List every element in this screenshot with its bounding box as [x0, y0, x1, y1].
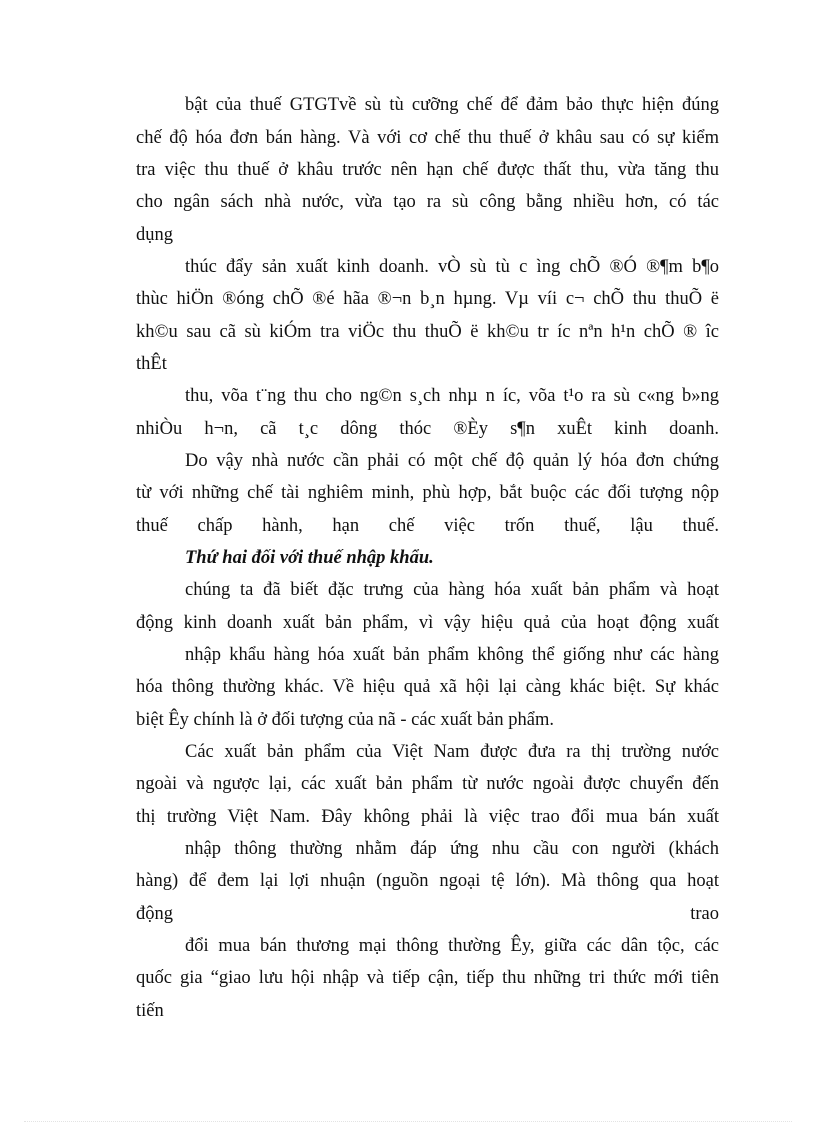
text-line: nhập khẩu hàng hóa xuất bản phẩm không thể giống như các hàng — [185, 645, 719, 665]
text-line: dụng — [136, 224, 173, 245]
page-bottom-rule — [24, 1121, 792, 1122]
text-line: thu, võa t¨ng thu cho ng©n s¸ch nhµ n íc, võa t¹o ra sù c«ng b»ng — [185, 386, 719, 406]
text-line: tiến — [136, 1000, 164, 1021]
text-line: Các xuất bản phẩm của Việt Nam được đưa ra thị trường nước — [185, 742, 719, 762]
text-line: tra việc thu thuế ở khâu trước nên hạn chế được thất thu, vừa tăng thu — [136, 160, 719, 180]
text-line: đổi mua bán thương mại thông thường Êy, giữa các dân tộc, các — [185, 936, 719, 956]
text-line: động kinh doanh xuất bản phẩm, vì vậy hiệu quả của hoạt động xuất — [136, 612, 719, 633]
text-line: thùc hiÖn ®óng chÕ ®é hãa ®¬n b¸n hµng. Vµ víi c¬ chÕ thu thuÕ ë — [136, 289, 719, 309]
text-line: từ với những chế tài nghiêm minh, phù hợp, bắt buộc các đối tượng nộp — [136, 483, 719, 503]
text-line: thị trường Việt Nam. Đây không phải là việc trao đổi mua bán xuất — [136, 806, 719, 827]
text-line: cho ngân sách nhà nước, vừa tạo ra sù công bằng nhiều hơn, có tác — [136, 192, 719, 212]
text-line: thÊt — [136, 354, 167, 374]
text-line: bật của thuế GTGTvề sù tù cưỡng chế để đảm bảo thực hiện đúng — [185, 95, 719, 115]
text-line: ngoài và ngược lại, các xuất bản phẩm từ nước ngoài được chuyển đến — [136, 774, 719, 794]
text-line: hóa thông thường khác. Về hiệu quả xã hội lại càng khác biệt. Sự khác — [136, 677, 719, 697]
text-line: hàng) để đem lại lợi nhuận (nguồn ngoại tệ lớn). Mà thông qua hoạt — [136, 871, 719, 891]
text-line: quốc gia “giao lưu hội nhập và tiếp cận, tiếp thu những tri thức mới tiên — [136, 968, 719, 988]
text-line: nhập thông thường nhằm đáp ứng nhu cầu con người (khách — [185, 839, 719, 859]
text-line: biệt Êy chính là ở đối tượng của nã - các xuất bản phẩm. — [136, 709, 554, 730]
section-heading: Thứ hai đối với thuế nhập khẩu. — [185, 548, 434, 568]
text-line: thuế chấp hành, hạn chế việc trốn thuế, lậu thuế. — [136, 515, 719, 536]
text-line: thúc đẩy sản xuất kinh doanh. vÒ sù tù c ìng chÕ ®Ó ®¶m b¶o — [185, 257, 719, 277]
text-line: chế độ hóa đơn bán hàng. Và với cơ chế thu thuế ở khâu sau có sự kiểm — [136, 127, 719, 148]
text-line: động trao — [136, 903, 719, 924]
text-line: nhiÒu h¬n, cã t¸c dông thóc ®Èy s¶n xuÊt kinh doanh. — [136, 418, 719, 439]
text-line: kh©u sau cã sù kiÓm tra viÖc thu thuÕ ë kh©u tr íc nªn h¹n chÕ ® îc — [136, 321, 719, 342]
text-line: chúng ta đã biết đặc trưng của hàng hóa xuất bản phẩm và hoạt — [185, 580, 719, 600]
text-line: Do vậy nhà nước cần phải có một chế độ quản lý hóa đơn chứng — [185, 451, 719, 471]
